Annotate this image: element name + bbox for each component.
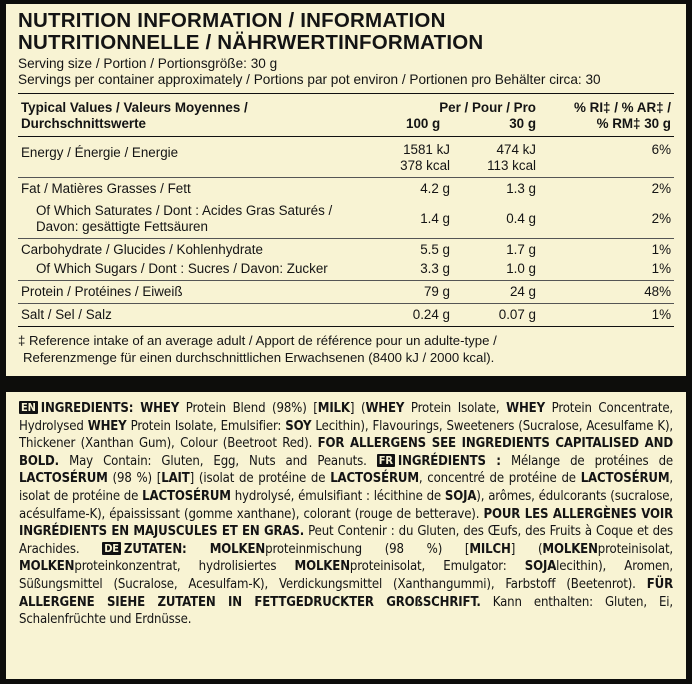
language-badge-de: DE [104,541,119,555]
table-header-row [18,94,674,137]
header-30g: 30 g [509,116,536,131]
table-row [18,258,674,281]
table-row [18,178,674,201]
footnote-line2: Referenzmenge für einen durchschnittlichen Erwachsenen (8400 kJ / 2000 kcal). [23,350,495,365]
row-label: Salt / Sel / Salz [18,304,388,327]
ingredients-panel [6,392,686,679]
row-label: Of Which Sugars / Dont : Sucres / Davon: Zucker [36,261,328,276]
row-label: Energy / Énergie / Energie [21,145,179,160]
fat-ri: 2% [542,178,674,201]
ingredients-fr: INGRÉDIENTS : Mélange de protéines de LACTOSÉRUM (98 %) [LAIT] (isolat de protéine de LACTOSÉRUM, concentré de protéine de LACTOSÉRUM, isolat de protéine de LACTOSÉRUM hydrolysé, émulsifiant : lécithine de SOJA), arômes, édulcorants (sucralose, acésulfame-K), épaississant (gomme xanthane), colorant (rouge de betterave). POUR LES ALLERGÈNES VOIR INGRÉDIENTS EN MAJUSCULES ET EN GRAS. Peut Contenir : du Gluten, des Œufs, des Fruits à Coque et des Arachides. [19,453,674,557]
energy-kj-30g: 474 kJ [496,142,536,157]
energy-ri: 6% [651,142,671,157]
header-typical-values: Typical Values / Valeurs Moyennes / [21,100,248,115]
nutrition-table [18,93,674,327]
reference-intake-footnote [18,332,674,366]
ingredients-text [19,400,673,629]
row-label: Fat / Matières Grasses / Fett [18,178,388,201]
sugars-100g: 3.3 g [420,261,450,276]
carbohydrate-100g: 5.5 g [388,239,450,259]
carbohydrate-30g: 1.7 g [450,239,542,259]
energy-kcal-100g: 378 kcal [400,158,450,173]
protein-ri: 48% [542,281,674,304]
servings-per-container: Servings per container approximately / Portions par pot environ / Portionen pro Behälter circa: 30 [18,71,601,87]
serving-size: Serving size / Portion / Portionsgröße: 30 g [18,56,278,71]
table-row [18,137,674,178]
nutrition-title: NUTRITION INFORMATION / INFORMATION [18,9,446,32]
header-typical-values-line2: Durchschnittswerte [21,116,147,131]
header-ri-line2: % RM‡ 30 g [596,116,671,131]
saturates-ri: 2% [651,211,671,226]
salt-ri: 1% [542,304,674,327]
energy-kj-100g: 1581 kJ [403,142,450,157]
saturates-30g: 0.4 g [506,211,536,226]
sugars-ri: 1% [651,261,671,276]
header-ri: % RI‡ / % AR‡ / [574,100,671,115]
protein-100g: 79 g [388,281,450,304]
salt-30g: 0.07 g [450,304,542,327]
nutrition-title-line2: NUTRITIONNELLE / NÄHRWERTINFORMATION [18,31,484,54]
language-badge-en: EN [21,401,36,414]
language-badge-fr: FR [378,453,393,467]
row-label: Carbohydrate / Glucides / Kohlenhydrate [18,239,388,259]
nutrition-panel [6,4,686,376]
salt-100g: 0.24 g [388,304,450,327]
table-row [18,304,674,327]
ingredients-de: ZUTATEN: MOLKENproteinmischung (98 %) [MILCH] (MOLKENproteinisolat, MOLKENproteinkonzentrat, hydrolisiertes MOLKENproteinisolat, Emulgator: SOJAlecithin), Aromen, Süßungsmittel (Sucralose, Acesulfam-K), Verdickungsmittel (Xanthangummi), Farbstoff (Beetenrot). FÜR ALLERGENE SIEHE ZUTATEN IN FETTGEDRUCKTER GROßSCHRIFT. Kann enthalten: Gluten, Ei, Schalenfrüchte und Erdnüsse. [19,541,674,628]
carbohydrate-ri: 1% [542,239,674,259]
table-row [18,200,674,239]
protein-30g: 24 g [450,281,542,304]
fat-100g: 4.2 g [388,178,450,201]
header-100g: 100 g [406,116,441,131]
sugars-30g: 1.0 g [506,261,536,276]
header-per: Per / Pour / Pro [439,100,536,115]
footnote-line1: ‡ Reference intake of an average adult / Apport de référence pour un adulte-type / [18,333,497,348]
energy-kcal-30g: 113 kcal [487,158,536,173]
ingredients-en: INGREDIENTS: WHEY Protein Blend (98%) [MILK] (WHEY Protein Isolate, WHEY Protein Concentrate, Hydrolysed WHEY Protein Isolate, Emulsifier: SOY Lecithin), Flavourings, Sweeteners (Sucralose, Acesulfame K), Thickener (Xanthan Gum), Colour (Beetroot Red). FOR ALLERGENS SEE INGREDIENTS CAPITALISED AND BOLD. May Contain: Gluten, Egg, Nuts and Peanuts. [19,401,674,469]
row-label: Of Which Saturates / Dont : Acides Gras Saturés / [36,203,333,218]
table-row [18,239,674,259]
saturates-100g: 1.4 g [420,211,450,226]
row-label-line2: Davon: gesättigte Fettsäuren [36,219,208,234]
fat-30g: 1.3 g [450,178,542,201]
row-label: Protein / Protéines / Eiweiß [18,281,388,304]
table-row [18,281,674,304]
